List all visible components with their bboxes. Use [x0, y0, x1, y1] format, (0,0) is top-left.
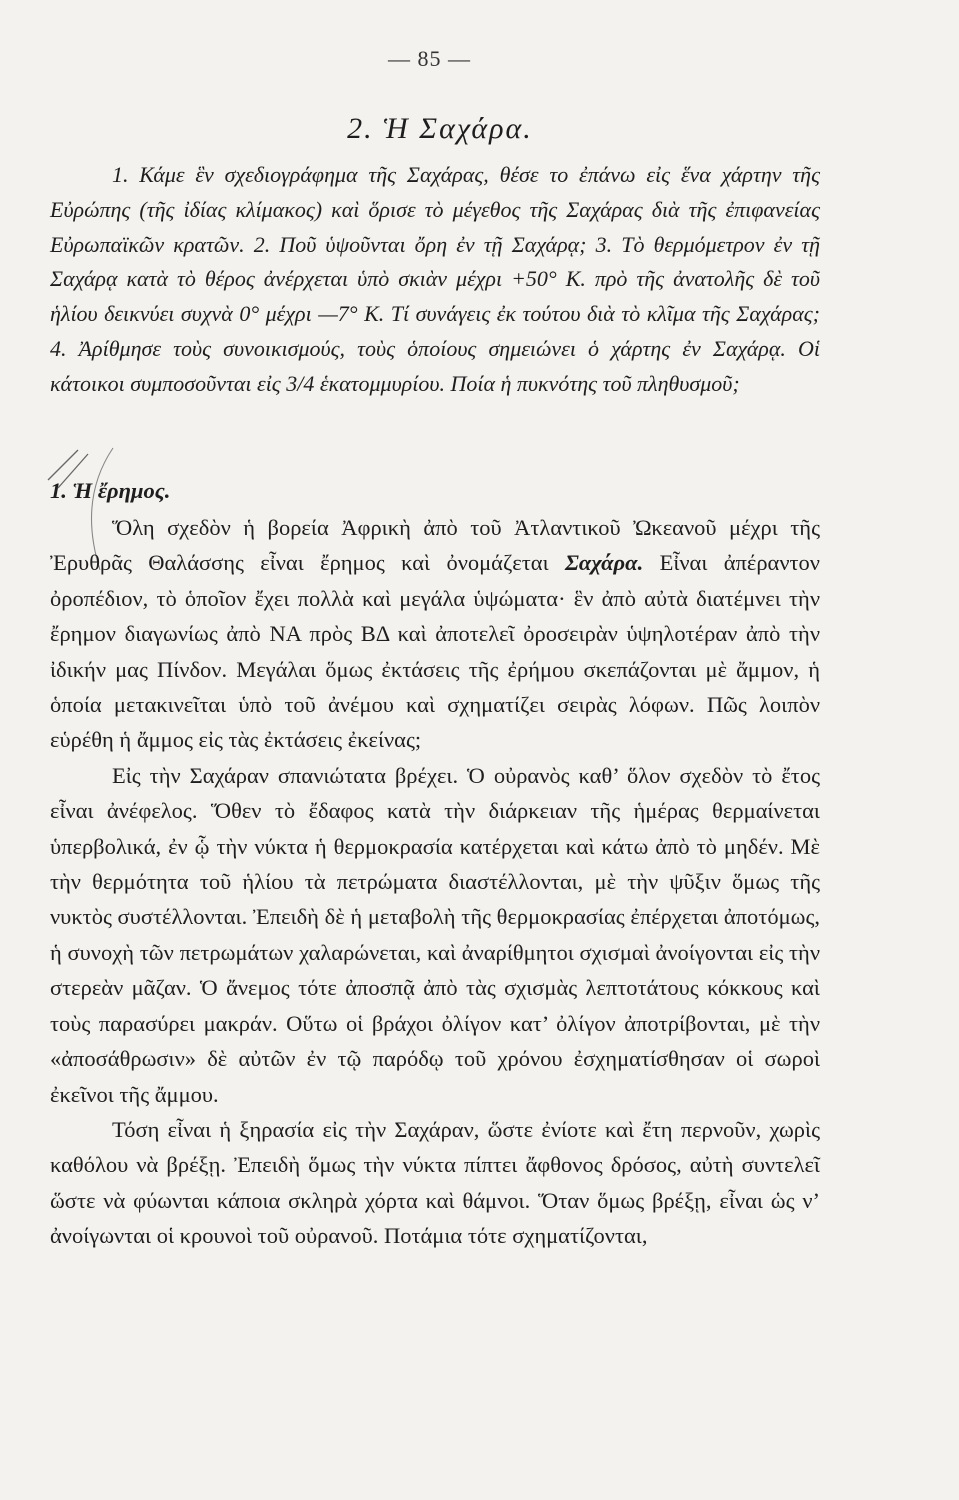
term-sahara: Σαχάρα.	[564, 550, 644, 576]
exercise-questions	[50, 158, 820, 402]
paragraph-3: Τόση εἶναι ἡ ξηρασία εἰς τὴν Σαχάραν, ὥστε ἐνίοτε καὶ ἔτη περνοῦν, χωρὶς καθόλου νὰ βρέξῃ. Ἐπειδὴ ὅμως τὴν νύκτα πίπτει ἄφθονος δρόσος, αὐτὴ συντελεῖ ὥστε νὰ φύωνται κάποια σκληρὰ χόρτα καὶ θάμνοι. Ὅταν ὅμως βρέξῃ, εἶναι ὡς ν’ ἀνοίγωνται οἱ κρουνοὶ τοῦ οὐρανοῦ. Ποτάμια τότε σχηματίζονται,	[50, 1116, 820, 1249]
body-text	[50, 510, 820, 1254]
page-number: — 85 —	[388, 46, 471, 71]
paragraph-1-start: Ὅλη σχεδὸν ἡ βορεία Ἀφρικὴ ἀπὸ τοῦ Ἀτλαντικοῦ Ὠκεανοῦ μέχρι τῆς Ἐρυθρᾶς Θαλάσσης εἶναι ἔρημος καὶ ὀνομάζεται	[50, 515, 820, 576]
subheading-desert: 1. Ἡ ἔρημος.	[50, 478, 171, 503]
paragraph-1-rest: Εἶναι ἀπέραντον ὀροπέδιον, τὸ ὁποῖον ἔχει πολλὰ καὶ μεγάλα ὑψώματα· ἓν ἀπὸ αὐτὰ διατέμνει τὴν ἔρημον διαγωνίως ἀπὸ ΝΑ πρὸς ΒΔ καὶ ἀποτελεῖ ὀροσειρὰν ὑψηλοτέραν ἀπὸ τὴν ἰδικήν μας Πίνδον. Μεγάλαι ὅμως ἐκτάσεις τῆς ἐρήμου σκεπάζονται μὲ ἄμμον, ἡ ὁποία μετακινεῖται ὑπὸ τοῦ ἀνέμου καὶ σχηματίζει σειρὰς λόφων. Πῶς λοιπὸν εὑρέθη ἡ ἄμμος εἰς τὰς ἐκτάσεις ἐκείνας;	[50, 550, 820, 753]
exercise-text: 1. Κάμε ἓν σχεδιογράφημα τῆς Σαχάρας, θέσε το ἐπάνω εἰς ἕνα χάρτην τῆς Εὐρώπης (τῆς ἰδίας κλίμακος) καὶ ὅρισε τὸ μέγεθος τῆς Σαχάρας διὰ τῆς ἐπιφανείας Εὐρωπαϊκῶν κρατῶν. 2. Ποῦ ὑψοῦνται ὄρη ἐν τῇ Σαχάρᾳ; 3. Τὸ θερμόμετρον ἐν τῇ Σαχάρᾳ κατὰ τὸ θέρος ἀνέρχεται ὑπὸ σκιὰν μέχρι +50° Κ. πρὸ τῆς ἀνατολῆς δὲ τοῦ ἡλίου δεικνύει συχνὰ 0° μέχρι —7° Κ. Τί συνάγεις ἐκ τούτου διὰ τὸ κλῖμα τῆς Σαχάρας; 4. Ἀρίθμησε τοὺς συνοικισμούς, τοὺς ὁποίους σημειώνει ὁ χάρτης ἐν Σαχάρᾳ. Οἱ κάτοικοι συμποσοῦνται εἰς 3/4 ἑκατομμυρίου. Ποία ἡ πυκνότης τοῦ πληθυσμοῦ;	[50, 162, 820, 396]
paragraph-2: Εἰς τὴν Σαχάραν σπανιώτατα βρέχει. Ὁ οὐρανὸς καθ’ ὅλον σχεδὸν τὸ ἔτος εἶναι ἀνέφελος. Ὅθεν τὸ ἔδαφος κατὰ τὴν διάρκειαν τῆς ἡμέρας θερμαίνεται ὑπερβολικά, ἐν ᾧ τὴν νύκτα ἡ θερμοκρασία κατέρχεται καὶ κάτω ἀπὸ τὸ μηδέν. Μὲ τὴν θερμότητα τοῦ ἡλίου τὰ πετρώματα διαστέλλονται, μὲ τὴν ψῦξιν ὅμως τῆς νυκτὸς συστέλλονται. Ἐπειδὴ δὲ ἡ μεταβολὴ τῆς θερμοκρασίας ἐπέρχεται ἀποτόμως, ἡ συνοχὴ τῶν πετρωμάτων χαλαρώνεται, καὶ ἀναρίθμητοι σχισμαὶ ἀνοίγονται εἰς τὴν στερεὰν μᾶζαν. Ὁ ἄνεμος τότε ἀποσπᾷ ἀπὸ τὰς σχισμὰς λεπτοτάτους κόκκους καὶ τοὺς παρασύρει μακράν. Οὕτω οἱ βράχοι ὀλίγον κατ’ ὀλίγον ἀποτρίβονται, μὲ τὴν «ἀποσάθρωσιν» δὲ αὐτῶν ἐν τῷ παρόδῳ τοῦ χρόνου ἐσχηματίσθησαν οἱ σωροὶ ἐκεῖνοι τῆς ἄμμου.	[50, 762, 820, 1107]
paragraph-1	[50, 510, 820, 758]
section-title: 2. Ἡ Σαχάρα.	[347, 112, 533, 145]
